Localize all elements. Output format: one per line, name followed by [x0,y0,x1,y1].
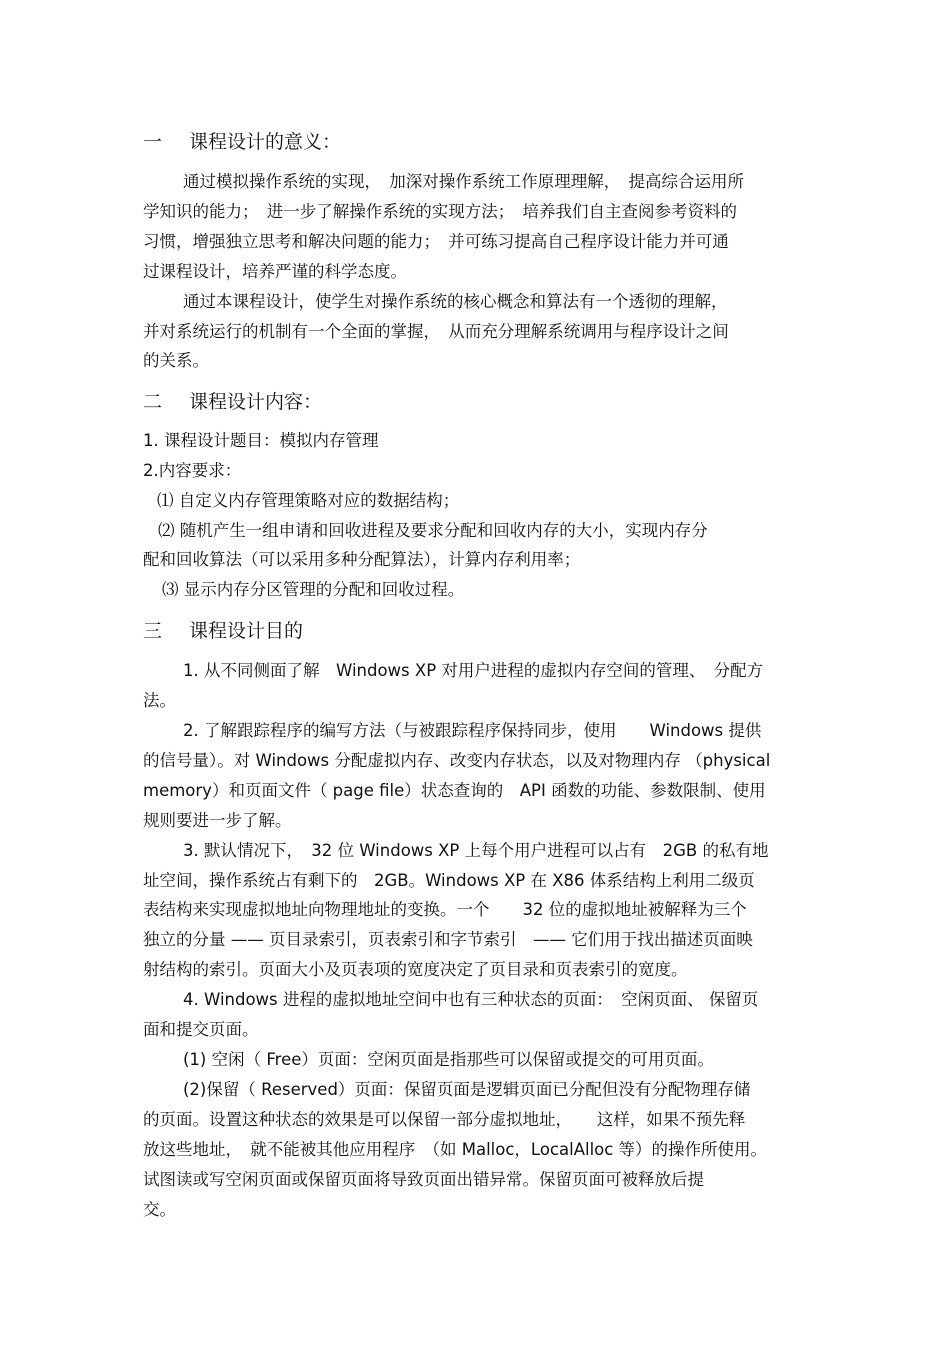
section-3-line: 法。 [143,691,176,710]
section-2-line: ⑴ 自定义内存管理策略对应的数据结构； [157,491,460,510]
section-3-line: 交。 [143,1200,176,1219]
section-2-heading [143,391,322,413]
section-1-line: 通过本课程设计，使学生对操作系统的核心概念和算法有一个透彻的理解， [183,292,728,311]
section-1-number: 一 [143,131,163,153]
section-3-line: 面和提交页面。 [143,1020,259,1039]
section-2-line: 配和回收算法（可以采用多种分配算法），计算内存利用率； [143,550,581,569]
section-3-line: 3. 默认情况下， 32 位 Windows XP 上每个用户进程可以占有 2GB 的私有地 [183,841,769,860]
section-2-line: ⑶ 显示内存分区管理的分配和回收过程。 [162,580,465,599]
section-3-line: 表结构来实现虚拟地址向物理地址的变换。一个 32 位的虚拟地址被解释为三个 [143,900,747,919]
section-3-line: 址空间，操作系统占有剩下的 2GB。Windows XP 在 X86 体系结构上利用二级页 [143,871,755,890]
section-2-number: 二 [143,391,163,413]
section-3-line: 规则要进一步了解。 [143,811,292,830]
section-2-line: 1. 课程设计题目：模拟内存管理 [143,431,379,450]
section-3-line: 1. 从不同侧面了解 Windows XP 对用户进程的虚拟内存空间的管理、 分配方 [183,661,764,680]
section-1-heading [143,131,341,153]
section-3-heading [143,620,303,642]
section-1-line: 学知识的能力； 进一步了解操作系统的实现方法； 培养我们自主查阅参考资料的 [143,202,737,221]
section-3-number: 三 [143,620,163,642]
section-2-line: 2.内容要求： [143,461,242,480]
section-3-line: 独立的分量 —— 页目录索引，页表索引和字节索引 —— 它们用于找出描述页面映 [143,930,753,949]
section-3-line: 的页面。设置这种状态的效果是可以保留一部分虚拟地址， 这样，如果不预先释 [143,1110,746,1129]
section-1-line: 的关系。 [143,351,209,370]
section-3-title: 课程设计目的 [189,620,304,642]
section-3-line: 4. Windows 进程的虚拟地址空间中也有三种状态的页面： 空闲页面、 保留页 [183,990,759,1009]
section-3-line: (1) 空闲（ Free）页面：空闲页面是指那些可以保留或提交的可用页面。 [183,1050,714,1069]
section-3-line: 的信号量）。对 Windows 分配虚拟内存、改变内存状态，以及对物理内存 （physical [143,751,771,770]
section-3-line: 放这些地址， 就不能被其他应用程序 （如 Malloc，LocalAlloc 等）的操作所使用。 [143,1140,768,1159]
section-3-line: (2)保留（ Reserved）页面：保留页面是逻辑页面已分配但没有分配物理存储 [183,1080,751,1099]
section-3-line: memory）和页面文件（ page file）状态查询的 API 函数的功能、参数限制、使用 [143,781,766,800]
section-1-line: 并对系统运行的机制有一个全面的掌握， 从而充分理解系统调用与程序设计之间 [143,322,729,341]
section-2-title: 课程设计内容： [189,391,323,413]
section-1-line: 习惯，增强独立思考和解决问题的能力； 并可练习提高自己程序设计能力并可通 [143,232,729,251]
section-3-line: 2. 了解跟踪程序的编写方法（与被跟踪程序保持同步，使用 Windows 提供 [183,721,762,740]
section-1-line: 过课程设计，培养严谨的科学态度。 [143,262,407,281]
section-3-line: 试图读或写空闲页面或保留页面将导致页面出错异常。保留页面可被释放后提 [143,1170,704,1189]
section-1-title: 课程设计的意义： [189,131,342,153]
section-2-line: ⑵ 随机产生一组申请和回收进程及要求分配和回收内存的大小，实现内存分 [158,521,708,540]
section-3-line: 射结构的索引。页面大小及页表项的宽度决定了页目录和页表索引的宽度。 [143,960,688,979]
section-1-line: 通过模拟操作系统的实现， 加深对操作系统工作原理理解， 提高综合运用所 [183,172,744,191]
